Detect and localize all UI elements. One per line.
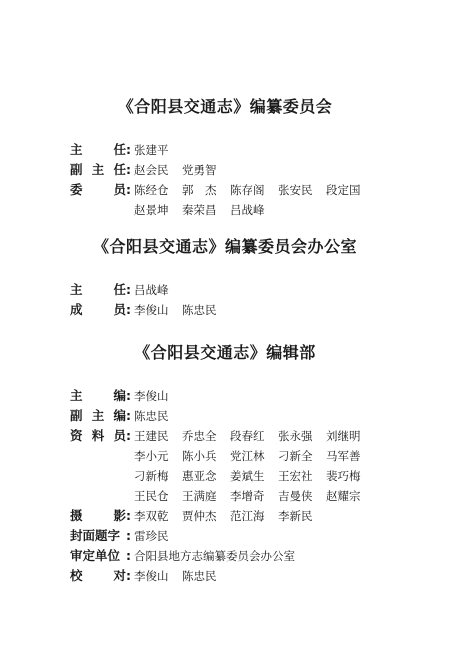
row-label: 校 对 (70, 568, 126, 583)
organization-name: 合阳县地方志编纂委员会办公室 (134, 549, 295, 563)
editorial-row-deputy-editor: 副主编 : 陈忠民 (70, 406, 390, 426)
person-name: 王建民 (134, 429, 169, 443)
person-name: 李小元 (134, 449, 169, 463)
person-name: 吕战峰 (230, 203, 265, 217)
person-name: 陈经仓 (134, 183, 169, 197)
person-name: 陈小兵 (182, 449, 217, 463)
person-name: 乔忠全 (182, 429, 217, 443)
editorial-row-photography: 摄 影 : 李双乾 贾仲杰 范江海 李新民 (70, 506, 390, 526)
person-name: 陈忠民 (134, 409, 169, 423)
office-list (70, 280, 390, 320)
row-label: 审定单位 (70, 548, 121, 563)
person-name: 张建平 (134, 143, 169, 157)
editorial-row-cover-calligraphy: 封面题字 : 雷珍民 (70, 526, 390, 546)
person-name: 李新民 (278, 509, 313, 523)
committee-list (70, 140, 390, 220)
person-name: 李俊山 (134, 303, 169, 317)
committee-row-members: 委 员 : 陈经仓 郭 杰 陈存阁 张安民 段定国 (70, 180, 390, 200)
person-name: 段春红 (230, 429, 265, 443)
row-label: 封面题字 (70, 528, 121, 543)
person-name: 李俊山 (134, 569, 169, 583)
person-name: 赵耀宗 (326, 489, 361, 503)
row-label: 摄 影 (70, 508, 126, 523)
editorial-row-data-staff: 资料员 : 王建民 乔忠全 段春红 张永强 刘继明 (70, 426, 390, 446)
section-title-editorial: 《合阳县交通志》编辑部 (134, 343, 316, 362)
editorial-row-data-staff-cont-1 (70, 446, 390, 466)
person-name: 陈存阁 (230, 183, 265, 197)
committee-row-deputy: 副主任 : 赵会民 党勇智 (70, 160, 390, 180)
person-name: 陈忠民 (182, 569, 217, 583)
row-label: 成 员 (70, 302, 126, 317)
person-name: 刁新梅 (134, 469, 169, 483)
person-name: 裴巧梅 (326, 469, 361, 483)
row-label: 委 员 (70, 182, 126, 197)
person-name: 李俊山 (134, 389, 169, 403)
person-name: 范江海 (230, 509, 265, 523)
person-name: 党勇智 (182, 163, 217, 177)
editorial-row-approving-unit: 审定单位 : 合阳县地方志编纂委员会办公室 (70, 546, 390, 566)
editorial-list (70, 386, 390, 586)
section-title-office: 《合阳县交通志》编纂委员会办公室 (92, 237, 357, 256)
person-name: 雷珍民 (134, 529, 169, 543)
person-name: 李双乾 (134, 509, 169, 523)
person-name: 陈忠民 (182, 303, 217, 317)
person-name: 张永强 (278, 429, 313, 443)
office-row-director: 主 任 : 吕战峰 (70, 280, 390, 300)
person-name: 赵会民 (134, 163, 169, 177)
person-name: 贾仲杰 (182, 509, 217, 523)
editorial-row-data-staff-cont-2 (70, 466, 390, 486)
person-name: 吕战峰 (134, 283, 169, 297)
row-label: 主 编 (70, 388, 126, 403)
person-name: 马军善 (326, 449, 361, 463)
committee-row-members-cont (70, 200, 390, 220)
editorial-row-chief-editor: 主 编 : 李俊山 (70, 386, 390, 406)
person-name: 刁新全 (278, 449, 313, 463)
row-label: 主 任 (70, 142, 126, 157)
row-label: 主 任 (70, 282, 126, 297)
section-title-committee: 《合阳县交通志》编纂委员会 (117, 97, 333, 116)
person-name: 秦荣昌 (182, 203, 217, 217)
editorial-row-proofreading: 校 对 : 李俊山 陈忠民 (70, 566, 390, 586)
editorial-row-data-staff-cont-3 (70, 486, 390, 506)
person-name: 段定国 (326, 183, 361, 197)
person-name: 党江林 (230, 449, 265, 463)
person-name: 李增奇 (230, 489, 265, 503)
committee-row-director: 主 任 : 张建平 (70, 140, 390, 160)
person-name: 王宏社 (278, 469, 313, 483)
office-row-members: 成 员 : 李俊山 陈忠民 (70, 300, 390, 320)
row-label: 副主编 (70, 408, 126, 423)
person-name: 赵景坤 (134, 203, 169, 217)
person-name: 张安民 (278, 183, 313, 197)
person-name: 刘继明 (326, 429, 361, 443)
row-label: 副主任 (70, 162, 126, 177)
person-name: 惠亚念 (182, 469, 217, 483)
person-name: 郭 杰 (182, 183, 217, 197)
person-name: 王民仓 (134, 489, 169, 503)
person-name: 姜斌生 (230, 469, 265, 483)
person-name: 吉曼侠 (278, 489, 313, 503)
row-label: 资料员 (70, 428, 126, 443)
person-name: 王满庭 (182, 489, 217, 503)
